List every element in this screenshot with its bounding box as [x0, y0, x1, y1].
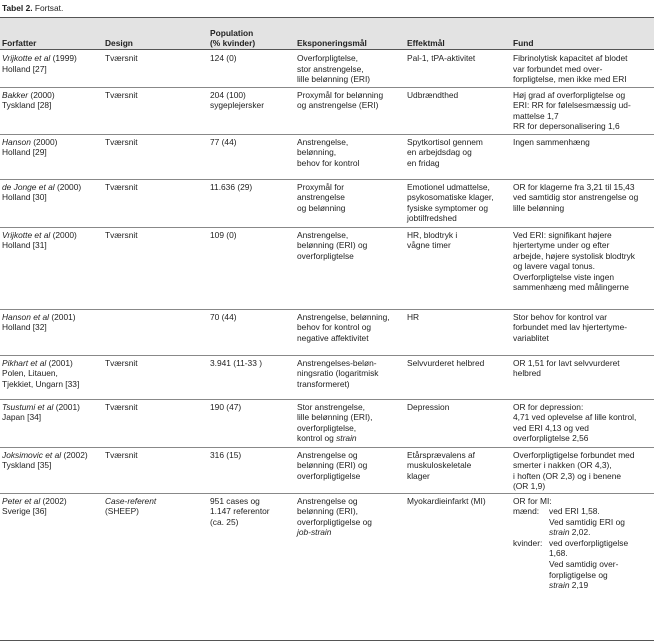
header-exposure: Eksponeringsmål [297, 38, 367, 49]
finding-line: ved overforpligtigelse [549, 537, 629, 548]
finding-line: ved ERI 1,58. [549, 506, 600, 517]
population-line: 3.941 (11-33 ) [210, 357, 262, 368]
finding-men-group [513, 506, 652, 538]
exposure-cell [295, 134, 405, 179]
design-line: Tværsnit [105, 136, 138, 147]
exposure-line: Anstrengelse og [297, 495, 358, 506]
exposure-line: negative affektivitet [297, 332, 369, 343]
exposure-line: lille belønning (ERI), [297, 412, 373, 423]
header-population-line: Population [210, 27, 254, 38]
finding-line: 4,71 ved oplevelse af lille kontrol, [513, 412, 637, 423]
exposure-line: Anstrengelse, belønning, [297, 311, 390, 322]
author-cell [0, 134, 103, 179]
population-line: 190 (47) [210, 401, 242, 412]
author-name: Vrijkotte et al [2, 229, 51, 240]
header-population [208, 17, 295, 51]
finding-line: Høj grad af overforpligtelse og [513, 89, 626, 100]
design-line: (SHEEP) [105, 506, 139, 517]
population-cell [208, 309, 295, 355]
effect-line: jobtilfredshed [407, 213, 457, 224]
finding-line: var forbundet med over- [513, 63, 603, 74]
exposure-line: transformeret) [297, 378, 350, 389]
table-caption [2, 3, 63, 14]
header-effect: Effektmål [407, 38, 445, 49]
italic-term: strain [549, 580, 570, 591]
design-line: Case-referent [105, 495, 157, 506]
exposure-line: Anstrengelse og [297, 449, 358, 460]
exposure-cell [295, 309, 405, 355]
exposure-cell [295, 493, 405, 593]
exposure-line: stor anstrengelse, [297, 63, 364, 74]
study-place: Holland [27] [2, 63, 47, 74]
effect-line: psykosomatiske klager, [407, 192, 494, 203]
finding-line: hjertertyme under og efter [513, 240, 610, 251]
population-line: 109 (0) [210, 229, 237, 240]
finding-line: helbred [513, 368, 541, 379]
effect-line: Etårsprævalens af [407, 449, 475, 460]
finding-line: Ingen sammenhæng [513, 136, 590, 147]
population-line: 1.147 referentor [210, 506, 270, 517]
finding-line: forbundet med lav hjertertyme- [513, 322, 628, 333]
italic-term: job-strain [297, 527, 332, 538]
design-cell [103, 399, 208, 447]
italic-term: strain [549, 527, 570, 538]
finding-line: Overforpligtelse viste ingen [513, 271, 615, 282]
author-cell [0, 493, 103, 593]
population-cell [208, 447, 295, 493]
exposure-cell [295, 447, 405, 493]
author-name: Peter et al [2, 495, 41, 506]
finding-line: ved samtidig stor anstrengelse og [513, 192, 639, 203]
author-cell [0, 179, 103, 227]
design-cell [103, 309, 208, 355]
author-line [2, 496, 101, 507]
finding-line: overforpligtelse 2,56 [513, 433, 589, 444]
design-cell [103, 493, 208, 593]
effect-line: HR, blodtryk i [407, 229, 458, 240]
study-year: (2002) [63, 449, 88, 460]
italic-term: strain [336, 433, 357, 444]
design-cell [103, 51, 208, 87]
finding-line: Stor behov for kontrol var [513, 311, 608, 322]
author-cell [0, 51, 103, 87]
design-line: Tværsnit [105, 229, 138, 240]
finding-line: (OR 1,9) [513, 481, 546, 492]
finding-line: variablitet [513, 332, 549, 343]
effect-line: Udbrændthed [407, 89, 459, 100]
exposure-line: belønning (ERI), [297, 506, 358, 517]
finding-men-label: mænd: [513, 506, 540, 517]
finding-line: RR for depersonalisering 1,6 [513, 121, 620, 132]
finding-line: strain 2,19 [549, 580, 589, 591]
author-line [2, 450, 101, 461]
exposure-line: Anstrengelse, [297, 229, 349, 240]
finding-cell [511, 493, 654, 593]
finding-line: i hoften (OR 2,3) og i benene [513, 470, 622, 481]
exposure-line: overforpligtelse, [297, 422, 357, 433]
exposure-line: Proxymål for [297, 181, 345, 192]
author-line [2, 137, 101, 148]
population-cell [208, 493, 295, 593]
study-year: (2000) [33, 136, 58, 147]
exposure-line: Anstrengelse, [297, 136, 349, 147]
effect-cell [405, 134, 511, 179]
finding-men-values [549, 506, 652, 538]
finding-cell [511, 134, 654, 179]
header-author: Forfatter [2, 38, 37, 49]
population-line: 316 (15) [210, 449, 242, 460]
author-cell [0, 447, 103, 493]
exposure-line: Anstrengelses-beløn- [297, 357, 377, 368]
header-population-line: (% kvinder) [210, 38, 256, 49]
finding-cell [511, 399, 654, 447]
header-finding: Fund [513, 38, 534, 49]
finding-cell [511, 447, 654, 493]
exposure-line: ningsratio (logaritmisk [297, 368, 379, 379]
effect-line: Myokardieinfarkt (MI) [407, 495, 486, 506]
finding-line: OR for MI: [513, 495, 552, 506]
exposure-line: belønning (ERI) og [297, 240, 368, 251]
table-row [0, 493, 654, 593]
effect-cell [405, 87, 511, 134]
finding-line: strain 2,02. [549, 527, 591, 538]
table-row [0, 227, 654, 309]
finding-cell [511, 51, 654, 87]
exposure-line [297, 527, 403, 538]
population-cell [208, 179, 295, 227]
exposure-line: Proxymål for belønning [297, 89, 384, 100]
effect-line: Spytkortisol gennem [407, 136, 483, 147]
table-row [0, 87, 654, 134]
author-name: Bakker [2, 89, 29, 100]
effect-line: klager [407, 470, 430, 481]
author-line [2, 90, 101, 101]
table-header-row [0, 17, 654, 51]
finding-line: OR 1,51 for lavt selvvurderet [513, 357, 620, 368]
finding-line: arbejde, højere systolisk blodtryk [513, 250, 635, 261]
finding-women-group [513, 538, 652, 591]
finding-line: OR for klagerne fra 3,21 til 15,43 [513, 181, 635, 192]
design-cell [103, 134, 208, 179]
effect-cell [405, 447, 511, 493]
population-line: sygeplejersker [210, 100, 264, 111]
author-cell [0, 355, 103, 399]
study-place: Tyskland [28] [2, 100, 52, 111]
exposure-cell [295, 87, 405, 134]
design-line: Tværsnit [105, 449, 138, 460]
finding-line: sammenhæng med målingerne [513, 282, 629, 293]
population-cell [208, 227, 295, 309]
author-line [2, 182, 101, 193]
finding-line: smerter i nakken (OR 4,3), [513, 460, 612, 471]
study-year: (2000) [52, 229, 77, 240]
exposure-cell [295, 227, 405, 309]
author-cell [0, 309, 103, 355]
effect-line: Emotionel udmattelse, [407, 181, 490, 192]
design-line: Tværsnit [105, 181, 138, 192]
study-year: (2001) [55, 401, 80, 412]
study-place: Japan [34] [2, 412, 42, 423]
author-line [2, 312, 101, 323]
finding-line: 1,68. [549, 548, 568, 559]
design-cell [103, 227, 208, 309]
effect-cell [405, 399, 511, 447]
effect-line: HR [407, 311, 420, 322]
finding-line: mattelse 1,7 [513, 110, 559, 121]
population-line: 77 (44) [210, 136, 237, 147]
author-name: Hanson et al [2, 311, 50, 322]
study-year: (2001) [51, 311, 76, 322]
design-cell [103, 87, 208, 134]
exposure-cell [295, 51, 405, 87]
author-name: Vrijkotte et al [2, 53, 51, 63]
exposure-line: behov for kontrol og [297, 322, 372, 333]
effect-cell [405, 493, 511, 593]
effect-line: Selvvurderet helbred [407, 357, 485, 368]
author-name: Joksimovic et al [2, 449, 62, 460]
exposure-line: overforpligtelse [297, 250, 354, 261]
effect-line: vågne timer [407, 240, 451, 251]
finding-line: forpligtigelse og [549, 569, 608, 580]
table-row [0, 355, 654, 399]
study-place: Sverige [36] [2, 506, 47, 517]
study-year: (1999) [52, 53, 77, 63]
population-cell [208, 355, 295, 399]
study-year: (2001) [48, 357, 73, 368]
study-place: Holland [31] [2, 240, 47, 251]
exposure-line: Overforpligtelse, [297, 53, 358, 63]
exposure-line: belønning, [297, 147, 337, 158]
effect-line: en fridag [407, 157, 440, 168]
population-cell [208, 134, 295, 179]
exposure-line: Stor anstrengelse, [297, 401, 365, 412]
study-year: (2000) [30, 89, 55, 100]
author-name: Tsustumi et al [2, 401, 54, 412]
finding-line: forpligtelse, men ikke med ERI [513, 74, 627, 85]
finding-line: Fibrinolytisk kapacitet af blodet [513, 53, 628, 63]
author-name: de Jonge et al [2, 181, 55, 192]
table-row [0, 134, 654, 179]
exposure-line: anstrengelse [297, 192, 345, 203]
effect-cell [405, 355, 511, 399]
effect-line: Depression [407, 401, 450, 412]
design-cell [103, 179, 208, 227]
finding-line: Ved ERI: signifikant højere [513, 229, 612, 240]
exposure-cell [295, 399, 405, 447]
exposure-cell [295, 179, 405, 227]
study-year: (2002) [42, 495, 67, 506]
author-cell [0, 227, 103, 309]
study-year: (2000) [56, 181, 82, 192]
author-line [2, 53, 101, 64]
studies-table [0, 17, 654, 593]
effect-cell [405, 309, 511, 355]
caption-text: Fortsat. [34, 3, 64, 13]
exposure-line: belønning (ERI) og [297, 460, 368, 471]
finding-cell [511, 309, 654, 355]
finding-line: og lavere vagal tonus. [513, 261, 595, 272]
design-line: Tværsnit [105, 357, 138, 368]
finding-line: lille belønning [513, 202, 565, 213]
author-cell [0, 87, 103, 134]
exposure-line: overforpligtigelse og [297, 516, 372, 527]
author-name: Pikhart et al [2, 357, 47, 368]
study-place: Holland [32] [2, 322, 47, 333]
design-line: Tværsnit [105, 401, 138, 412]
exposure-line: lille belønning (ERI) [297, 74, 371, 85]
finding-line: Ved samtidig over- [549, 559, 619, 570]
study-place: Holland [30] [2, 192, 47, 203]
table-row [0, 309, 654, 355]
finding-line: OR for depression: [513, 401, 584, 412]
finding-cell [511, 355, 654, 399]
design-cell [103, 447, 208, 493]
finding-women-label: kvinder: [513, 537, 543, 548]
population-cell [208, 399, 295, 447]
population-line: 204 (100) [210, 89, 246, 100]
table-row [0, 399, 654, 447]
effect-cell [405, 179, 511, 227]
population-line: 11.636 (29) [210, 181, 253, 192]
effect-line: fysiske symptomer og [407, 202, 488, 213]
exposure-line: kontrol og strain [297, 433, 357, 444]
exposure-line: og belønning [297, 202, 346, 213]
study-place: Tyskland [35] [2, 460, 52, 471]
finding-women-values [549, 538, 652, 591]
population-line: 70 (44) [210, 311, 237, 322]
author-cell [0, 399, 103, 447]
author-line [2, 358, 101, 369]
effect-line: muskuloskeletale [407, 460, 472, 471]
bottom-rule [0, 640, 654, 641]
study-place: Polen, Litauen, [2, 368, 58, 379]
effect-cell [405, 227, 511, 309]
study-place: Tjekkiet, Ungarn [33] [2, 378, 80, 389]
table-row [0, 51, 654, 87]
author-line [2, 402, 101, 413]
exposure-line: og anstrengelse (ERI) [297, 100, 379, 111]
design-cell [103, 355, 208, 399]
design-line: Tværsnit [105, 53, 138, 63]
finding-cell [511, 87, 654, 134]
population-line: 124 (0) [210, 53, 237, 63]
population-cell [208, 87, 295, 134]
study-place: Holland [29] [2, 147, 47, 158]
effect-cell [405, 51, 511, 87]
exposure-line: behov for kontrol [297, 157, 360, 168]
finding-line: ERI: RR for følelsesmæssig ud- [513, 100, 631, 111]
table-row [0, 179, 654, 227]
finding-line: Overforpligtigelse forbundet med [513, 449, 635, 460]
caption-label: Tabel 2. [2, 3, 33, 13]
finding-line: Ved samtidig ERI og [549, 516, 625, 527]
population-cell [208, 51, 295, 87]
population-line: (ca. 25) [210, 516, 239, 527]
finding-line: ved ERI 4,13 og ved [513, 422, 589, 433]
author-line [2, 230, 101, 241]
finding-cell [511, 227, 654, 309]
exposure-cell [295, 355, 405, 399]
effect-line: Pal-1, tPA-aktivitet [407, 53, 476, 63]
population-line: 951 cases og [210, 495, 260, 506]
author-name: Hanson [2, 136, 31, 147]
design-line: Tværsnit [105, 89, 138, 100]
table-row [0, 447, 654, 493]
exposure-line: overforpligtigelse [297, 470, 361, 481]
effect-line: en arbejdsdag og [407, 147, 472, 158]
finding-cell [511, 179, 654, 227]
header-design: Design [105, 38, 133, 49]
